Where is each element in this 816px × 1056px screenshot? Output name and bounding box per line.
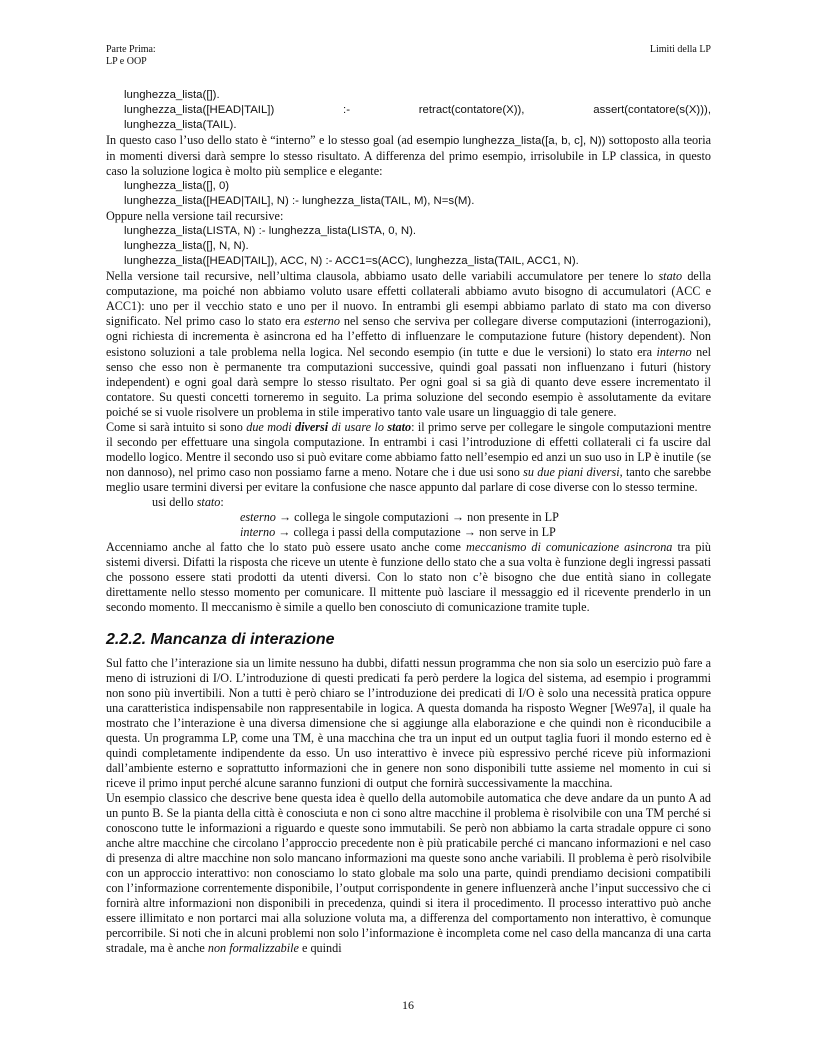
inline-code: esempio lunghezza_lista([a, b, c], N)) bbox=[416, 135, 606, 147]
code-line: lunghezza_lista([], 0) bbox=[124, 180, 230, 192]
text-run: nel senso che serviva per collegare diverse computazioni (interrogazioni), ogni richiesta di bbox=[106, 314, 711, 343]
emphasis: di usare lo bbox=[328, 420, 388, 434]
page-body bbox=[106, 88, 711, 956]
page-number: 16 bbox=[402, 998, 414, 1012]
code-token: retract(contatore(X)), bbox=[418, 104, 525, 116]
emphasis: meccanismo di comunicazione asincrona bbox=[466, 540, 673, 554]
usage-item-external bbox=[240, 510, 711, 525]
paragraph: Sul fatto che l’interazione sia un limite nessuno ha dubbi, difatti nessun programma che non sia solo un esercizio può fare a meno di istruzioni di I/O. L’introduzione di questi predicati fa però perdere la logica del sistema, ad esempio i programmi non sono più invertibili. Non a tutti è però chiaro se l’introduzione dei predicati di I/O è solo una necessità pratica oppure una caratteristica indispensabile non rappresentabile in logica. A questa domanda ha risposto Wegner [We97a], il quale ha mostrato che l’interazione è una diversa dimensione che si aggiunge alla elaborazione e che quindi non è riconducibile a questa. Un programma LP, come una TM, è una macchina che tra un input ed un output taglia fuori il mondo esterno ed è quindi completamente indipendente da esso. Un uso interattivo è invece più espressivo perché riceve più informazioni dall’ambiente esterno e soprattutto informazioni che in genere non sono disponibili tutte assieme nel momento in cui si riceve il primo input perché alcune saranno funzioni di output che fornirà successivamente la macchina. bbox=[106, 656, 711, 790]
code-block-3 bbox=[124, 224, 711, 269]
emphasis: su due piani diversi bbox=[523, 465, 620, 479]
code-line: lunghezza_lista([]). bbox=[124, 89, 220, 101]
emphasis: non formalizzabile bbox=[207, 941, 299, 955]
code-line: lunghezza_lista(TAIL). bbox=[124, 119, 237, 131]
header-subtitle: LP e OOP bbox=[106, 56, 147, 67]
code-token: lunghezza_lista([HEAD|TAIL]) bbox=[124, 104, 275, 116]
emphasis: stato bbox=[658, 269, 683, 283]
emphasis: esterno bbox=[304, 314, 340, 328]
text-run: usi dello bbox=[152, 495, 197, 509]
paragraph bbox=[106, 540, 711, 615]
code-line: lunghezza_lista(LISTA, N) :- lunghezza_lista(LISTA, 0, N). bbox=[124, 225, 417, 237]
usage-list bbox=[152, 495, 711, 540]
code-token: assert(contatore(s(X))), bbox=[593, 104, 711, 116]
text-run: nel senso che esso non è permanente tra computazioni successive, quindi goal passati non influenzano i futuri (history independent) e ogni goal darà sempre lo stesso risultato. Per ogni goal si sa già di quanto deve essere incrementato il contatore. Su questi concetti torneremo in seguito. La prima soluzione del secondo esempio è assolutamente da evitare poiché se si vuole risolvere un problema in stile imperativo tanto vale usare un linguaggio di tale genere. bbox=[106, 345, 711, 419]
text-run: Un esempio classico che descrive bene questa idea è quello della automobile automatica che deve andare da un punto A ad un punto B. Se la pianta della città è conosciuta e non ci sono altre macchine il problema è risolvibile con una TM perché si conoscono tutte le informazioni a riguardo e queste sono immutabili. Se però non abbiamo la carta stradale oppure ci sono anche altre macchine che circolano l’approccio precedente non è più praticabile perché ci mancano informazioni e nel caso di presenza di altre macchine non solo mancano informazioni ma queste sono anche variabili. Il problema è però risolvibile con un approccio interattivo: non conosciamo lo stato globale ma solo una parte, quindi prendiamo decisioni compatibili con l’informazione correntemente disponibile, l’output corrispondente in genere influenzerà anche l’input successivo che ci fornirà altre informazioni non disponibili in precedenza, quindi si itera il procedimento. Il processo interattivo può anche essere illimitato e non portarci mai alla soluzione voluta ma, a differenza del comportamento non interattivo, è comunque percorribile. Si noti che in alcuni problemi non solo l’informazione è incompleta come nel caso della mancanza di una carta stradale, ma è anche bbox=[106, 791, 711, 955]
paragraph bbox=[106, 269, 711, 420]
text-run: e quindi bbox=[298, 941, 342, 955]
text-run: , tanto che sarebbe meglio usare termini diversi per evitare la confusione che nasce appunto dal parlare di cose diverse con lo stesso termine. bbox=[106, 465, 711, 494]
text-run: → collega i passi della computazione → non serve in LP bbox=[275, 525, 556, 539]
text-run: In questo caso l’uso dello stato è “interno” e lo stesso goal (ad bbox=[106, 133, 417, 147]
text-run: della computazione, ma poiché non abbiamo voluto usare effetti collaterali abbiamo avuto bisogno di accumulatori (ACC e ACC1): uno per il vecchio stato e uno per il nuovo. In entrambi gli esempi abbiamo parlato di stato ma con diverso significato. Nel primo caso lo stato era bbox=[106, 269, 712, 328]
text-run: Nella versione tail recursive, nell’ultima clausola, abbiamo usato delle variabili accumulatore per tenere lo bbox=[106, 269, 659, 283]
strong-emphasis: diversi bbox=[295, 420, 329, 434]
strong-emphasis: stato bbox=[387, 420, 412, 434]
code-line: lunghezza_lista([HEAD|TAIL]), ACC, N) :- ACC1=s(ACC), lunghezza_lista(TAIL, ACC1, N). bbox=[124, 255, 579, 267]
code-token: :- bbox=[343, 104, 350, 116]
usage-list-title bbox=[152, 495, 711, 510]
paragraph: Oppure nella versione tail recursive: bbox=[106, 209, 284, 223]
code-line: lunghezza_lista([], N, N). bbox=[124, 240, 249, 252]
text-run: → collega le singole computazioni → non presente in LP bbox=[275, 510, 559, 524]
paragraph bbox=[106, 420, 711, 495]
code-line: lunghezza_lista([HEAD|TAIL], N) :- lunghezza_lista(TAIL, M), N=s(M). bbox=[124, 195, 475, 207]
running-header-left bbox=[106, 44, 156, 68]
emphasis: stato bbox=[196, 495, 221, 509]
text-run: è asincrona ed ha l’effetto di influenzare le computazione future (history dependent). Non esistono soluzioni a tale problema nella logica. Nel secondo esempio (in tutte e due le versioni) lo stato era bbox=[106, 329, 711, 359]
code-line bbox=[124, 103, 711, 118]
usage-item-internal bbox=[240, 525, 711, 540]
inline-code: incrementa bbox=[192, 331, 249, 343]
code-block-2 bbox=[124, 179, 711, 209]
running-header-right: Limiti della LP bbox=[649, 44, 711, 55]
text-run: tra più sistemi diversi. Difatti la risposta che riceve un utente è funzione dello stato che a sua volta è funzione degli ingressi passati che possono essere stati prodotti da utenti diversi. Con lo stato non c’è bisogno che due entità siano in collegate direttamente nello stesso momento per comunicare. Il mittente può lasciare il messaggio ed il ricevente prenderlo in un secondo momento. Il meccanismo è simile a quello ben conosciuto di comunicazione tramite tuple. bbox=[106, 540, 711, 614]
emphasis: interno bbox=[656, 345, 692, 359]
text-run: : il primo serve per collegare le singole computazioni mentre il secondo per effettuare una singola computazione. In entrambi i casi l’introduzione di effetti collaterali ci fa uscire dal modello logico. Mentre il secondo uso si può evitare come abbiamo fatto nell’esempio ed anzi un suo uso in LP è inutile (se non dannoso), nel primo caso non possiamo farne a meno. Notare che i due usi sono bbox=[106, 420, 712, 479]
emphasis: interno bbox=[240, 525, 276, 539]
section-heading: 2.2.2. Mancanza di interazione bbox=[106, 631, 335, 648]
emphasis: esterno bbox=[240, 510, 276, 524]
code-block-1 bbox=[124, 88, 711, 133]
text-run: sottoposto alla teoria in momenti diversi darà sempre lo stesso risultato. A differenza del primo esempio, irrisolubile in LP classica, in questo caso la soluzione logica è molto più semplice e elegante: bbox=[106, 133, 711, 178]
emphasis: due modi bbox=[246, 420, 295, 434]
text-run: Come si sarà intuito si sono bbox=[106, 420, 247, 434]
paragraph bbox=[106, 791, 711, 956]
text-run: Accenniamo anche al fatto che lo stato può essere usato anche come bbox=[106, 540, 467, 554]
header-part: Parte Prima: bbox=[106, 44, 156, 55]
paragraph bbox=[106, 133, 711, 179]
text-run: : bbox=[220, 495, 224, 509]
